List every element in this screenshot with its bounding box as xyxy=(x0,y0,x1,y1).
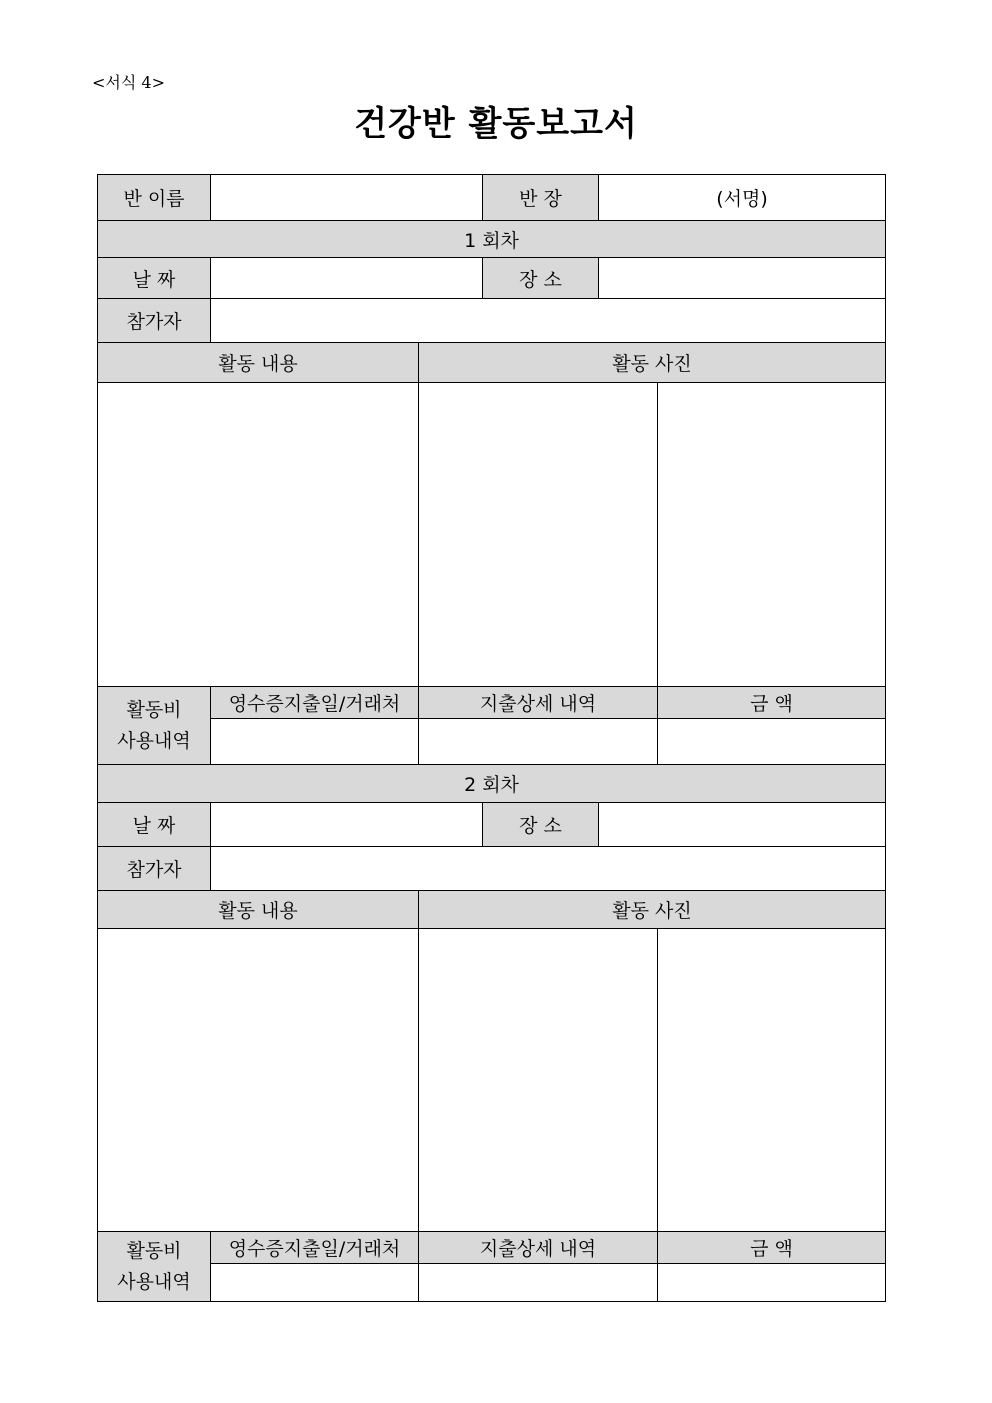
session-2-participants-field[interactable] xyxy=(211,847,886,891)
session-2-expense-label-line1: 활동비 xyxy=(126,1239,182,1262)
session-1-content-label: 활동 내용 xyxy=(98,343,419,383)
session-2-expense-label xyxy=(98,1232,211,1302)
session-2-place-field[interactable] xyxy=(599,803,886,847)
page-title: 건강반 활동보고서 xyxy=(354,104,638,144)
session-2-amount-field[interactable] xyxy=(658,1264,886,1302)
session-2-content-label: 활동 내용 xyxy=(98,891,419,929)
session-1-amount-column-header: 금 액 xyxy=(658,687,886,719)
class-leader-label: 반 장 xyxy=(483,175,599,221)
session-1-section-header-row xyxy=(98,343,886,383)
class-name-field[interactable] xyxy=(211,175,483,221)
session-2-receipt-field[interactable] xyxy=(211,1264,419,1302)
session-1-participants-label: 참가자 xyxy=(98,299,211,343)
session-1-photo-slot-2[interactable] xyxy=(658,383,886,687)
class-name-label: 반 이름 xyxy=(98,175,211,221)
session-2-content-area[interactable] xyxy=(98,929,419,1232)
session-1-expense-header-row xyxy=(98,687,886,719)
session-1-content-row xyxy=(98,383,886,687)
session-2-participants-label: 참가자 xyxy=(98,847,211,891)
session-1-amount-field[interactable] xyxy=(658,719,886,765)
session-1-title: 1 회차 xyxy=(98,221,886,258)
session-2-section-header-row xyxy=(98,891,886,929)
session-2-detail-column-header: 지출상세 내역 xyxy=(419,1232,658,1264)
session-1-detail-field[interactable] xyxy=(419,719,658,765)
session-1-place-label: 장 소 xyxy=(483,258,599,299)
session-2-date-label: 날 짜 xyxy=(98,803,211,847)
session-2-detail-field[interactable] xyxy=(419,1264,658,1302)
form-number-label: <서식 4> xyxy=(92,73,165,92)
session-2-participants-row xyxy=(98,847,886,891)
session-1-photo-slot-1[interactable] xyxy=(419,383,658,687)
session-2-content-row xyxy=(98,929,886,1232)
session-2-title: 2 회차 xyxy=(98,765,886,803)
header-row xyxy=(98,175,886,221)
session-2-place-label: 장 소 xyxy=(483,803,599,847)
session-1-expense-label-line2: 사용내역 xyxy=(117,729,191,752)
session-1-expense-row xyxy=(98,719,886,765)
session-1-date-label: 날 짜 xyxy=(98,258,211,299)
session-1-place-field[interactable] xyxy=(599,258,886,299)
session-2-amount-column-header: 금 액 xyxy=(658,1232,886,1264)
signature-hint: (서명) xyxy=(716,188,768,210)
session-2-photo-slot-2[interactable] xyxy=(658,929,886,1232)
session-1-participants-row xyxy=(98,299,886,343)
session-2-photo-slot-1[interactable] xyxy=(419,929,658,1232)
class-leader-signature-field[interactable] xyxy=(599,175,886,221)
session-1-receipt-field[interactable] xyxy=(211,719,419,765)
session-1-receipt-column-header: 영수증지출일/거래처 xyxy=(211,687,419,719)
session-2-title-row xyxy=(98,765,886,803)
session-1-date-row xyxy=(98,258,886,299)
session-2-expense-header-row xyxy=(98,1232,886,1264)
session-1-expense-label xyxy=(98,687,211,765)
session-2-photo-label: 활동 사진 xyxy=(419,891,886,929)
session-1-date-field[interactable] xyxy=(211,258,483,299)
session-1-detail-column-header: 지출상세 내역 xyxy=(419,687,658,719)
session-1-expense-label-line1: 활동비 xyxy=(126,698,182,721)
activity-report-table xyxy=(97,174,886,1302)
session-2-date-field[interactable] xyxy=(211,803,483,847)
session-2-receipt-column-header: 영수증지출일/거래처 xyxy=(211,1232,419,1264)
session-2-date-row xyxy=(98,803,886,847)
session-1-participants-field[interactable] xyxy=(211,299,886,343)
session-1-title-row xyxy=(98,221,886,258)
session-1-photo-label: 활동 사진 xyxy=(419,343,886,383)
session-2-expense-label-line2: 사용내역 xyxy=(117,1270,191,1293)
session-2-expense-row xyxy=(98,1264,886,1302)
session-1-content-area[interactable] xyxy=(98,383,419,687)
